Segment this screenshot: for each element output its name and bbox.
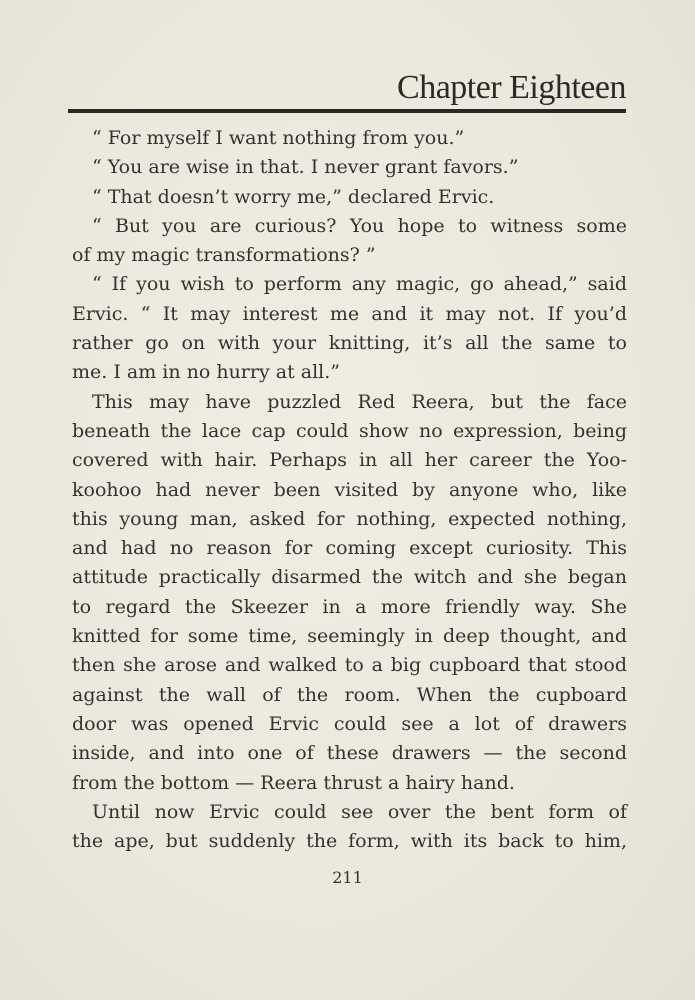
text-line: koohoo had never been visited by anyone who, like bbox=[72, 478, 627, 501]
text-line: and had no reason for coming except curiosity. This bbox=[72, 537, 627, 560]
body-text bbox=[72, 124, 627, 856]
text-line: to regard the Skeezer in a more friendly way. She bbox=[72, 595, 627, 618]
text-line: then she arose and walked to a big cupboard that stood bbox=[72, 654, 627, 677]
text-line: the ape, but suddenly the form, with its back to him, bbox=[72, 830, 627, 853]
text-line: beneath the lace cap could show no expression, being bbox=[72, 419, 627, 442]
text-line: This may have puzzled Red Reera, but the face bbox=[92, 390, 627, 413]
text-line: “ For myself I want nothing from you.” bbox=[92, 127, 465, 149]
page-number: 211 bbox=[332, 868, 363, 887]
header-rule bbox=[68, 109, 626, 113]
text-line: “ But you are curious? You hope to witness some bbox=[92, 214, 627, 237]
text-line: this young man, asked for nothing, expected nothing, bbox=[72, 507, 627, 530]
text-line: knitted for some time, seemingly in deep thought, and bbox=[72, 625, 627, 648]
chapter-header bbox=[68, 62, 626, 116]
text-line: Until now Ervic could see over the bent form of bbox=[92, 800, 627, 823]
text-line: “ If you wish to perform any magic, go ahead,” said bbox=[92, 273, 627, 296]
text-line: covered with hair. Perhaps in all her career the Yoo- bbox=[72, 449, 627, 472]
text-line: “ You are wise in that. I never grant favors.” bbox=[92, 156, 519, 179]
text-line: door was opened Ervic could see a lot of drawers bbox=[72, 712, 627, 735]
text-line: me. I am in no hurry at all.” bbox=[72, 361, 340, 384]
text-line: inside, and into one of these drawers — the second bbox=[72, 742, 627, 765]
text-line: rather go on with your knitting, it’s all the same to bbox=[72, 332, 627, 355]
text-line: attitude practically disarmed the witch and she began bbox=[72, 566, 627, 589]
text-line: Ervic. “ It may interest me and it may not. If you’d bbox=[72, 302, 627, 325]
text-line: of my magic transformations? ” bbox=[72, 244, 376, 267]
text-line: against the wall of the room. When the cupboard bbox=[72, 683, 627, 706]
text-line: from the bottom — Reera thrust a hairy hand. bbox=[72, 771, 515, 794]
text-line: “ That doesn’t worry me,” declared Ervic. bbox=[92, 185, 495, 208]
chapter-title: Chapter Eighteen bbox=[397, 69, 626, 106]
